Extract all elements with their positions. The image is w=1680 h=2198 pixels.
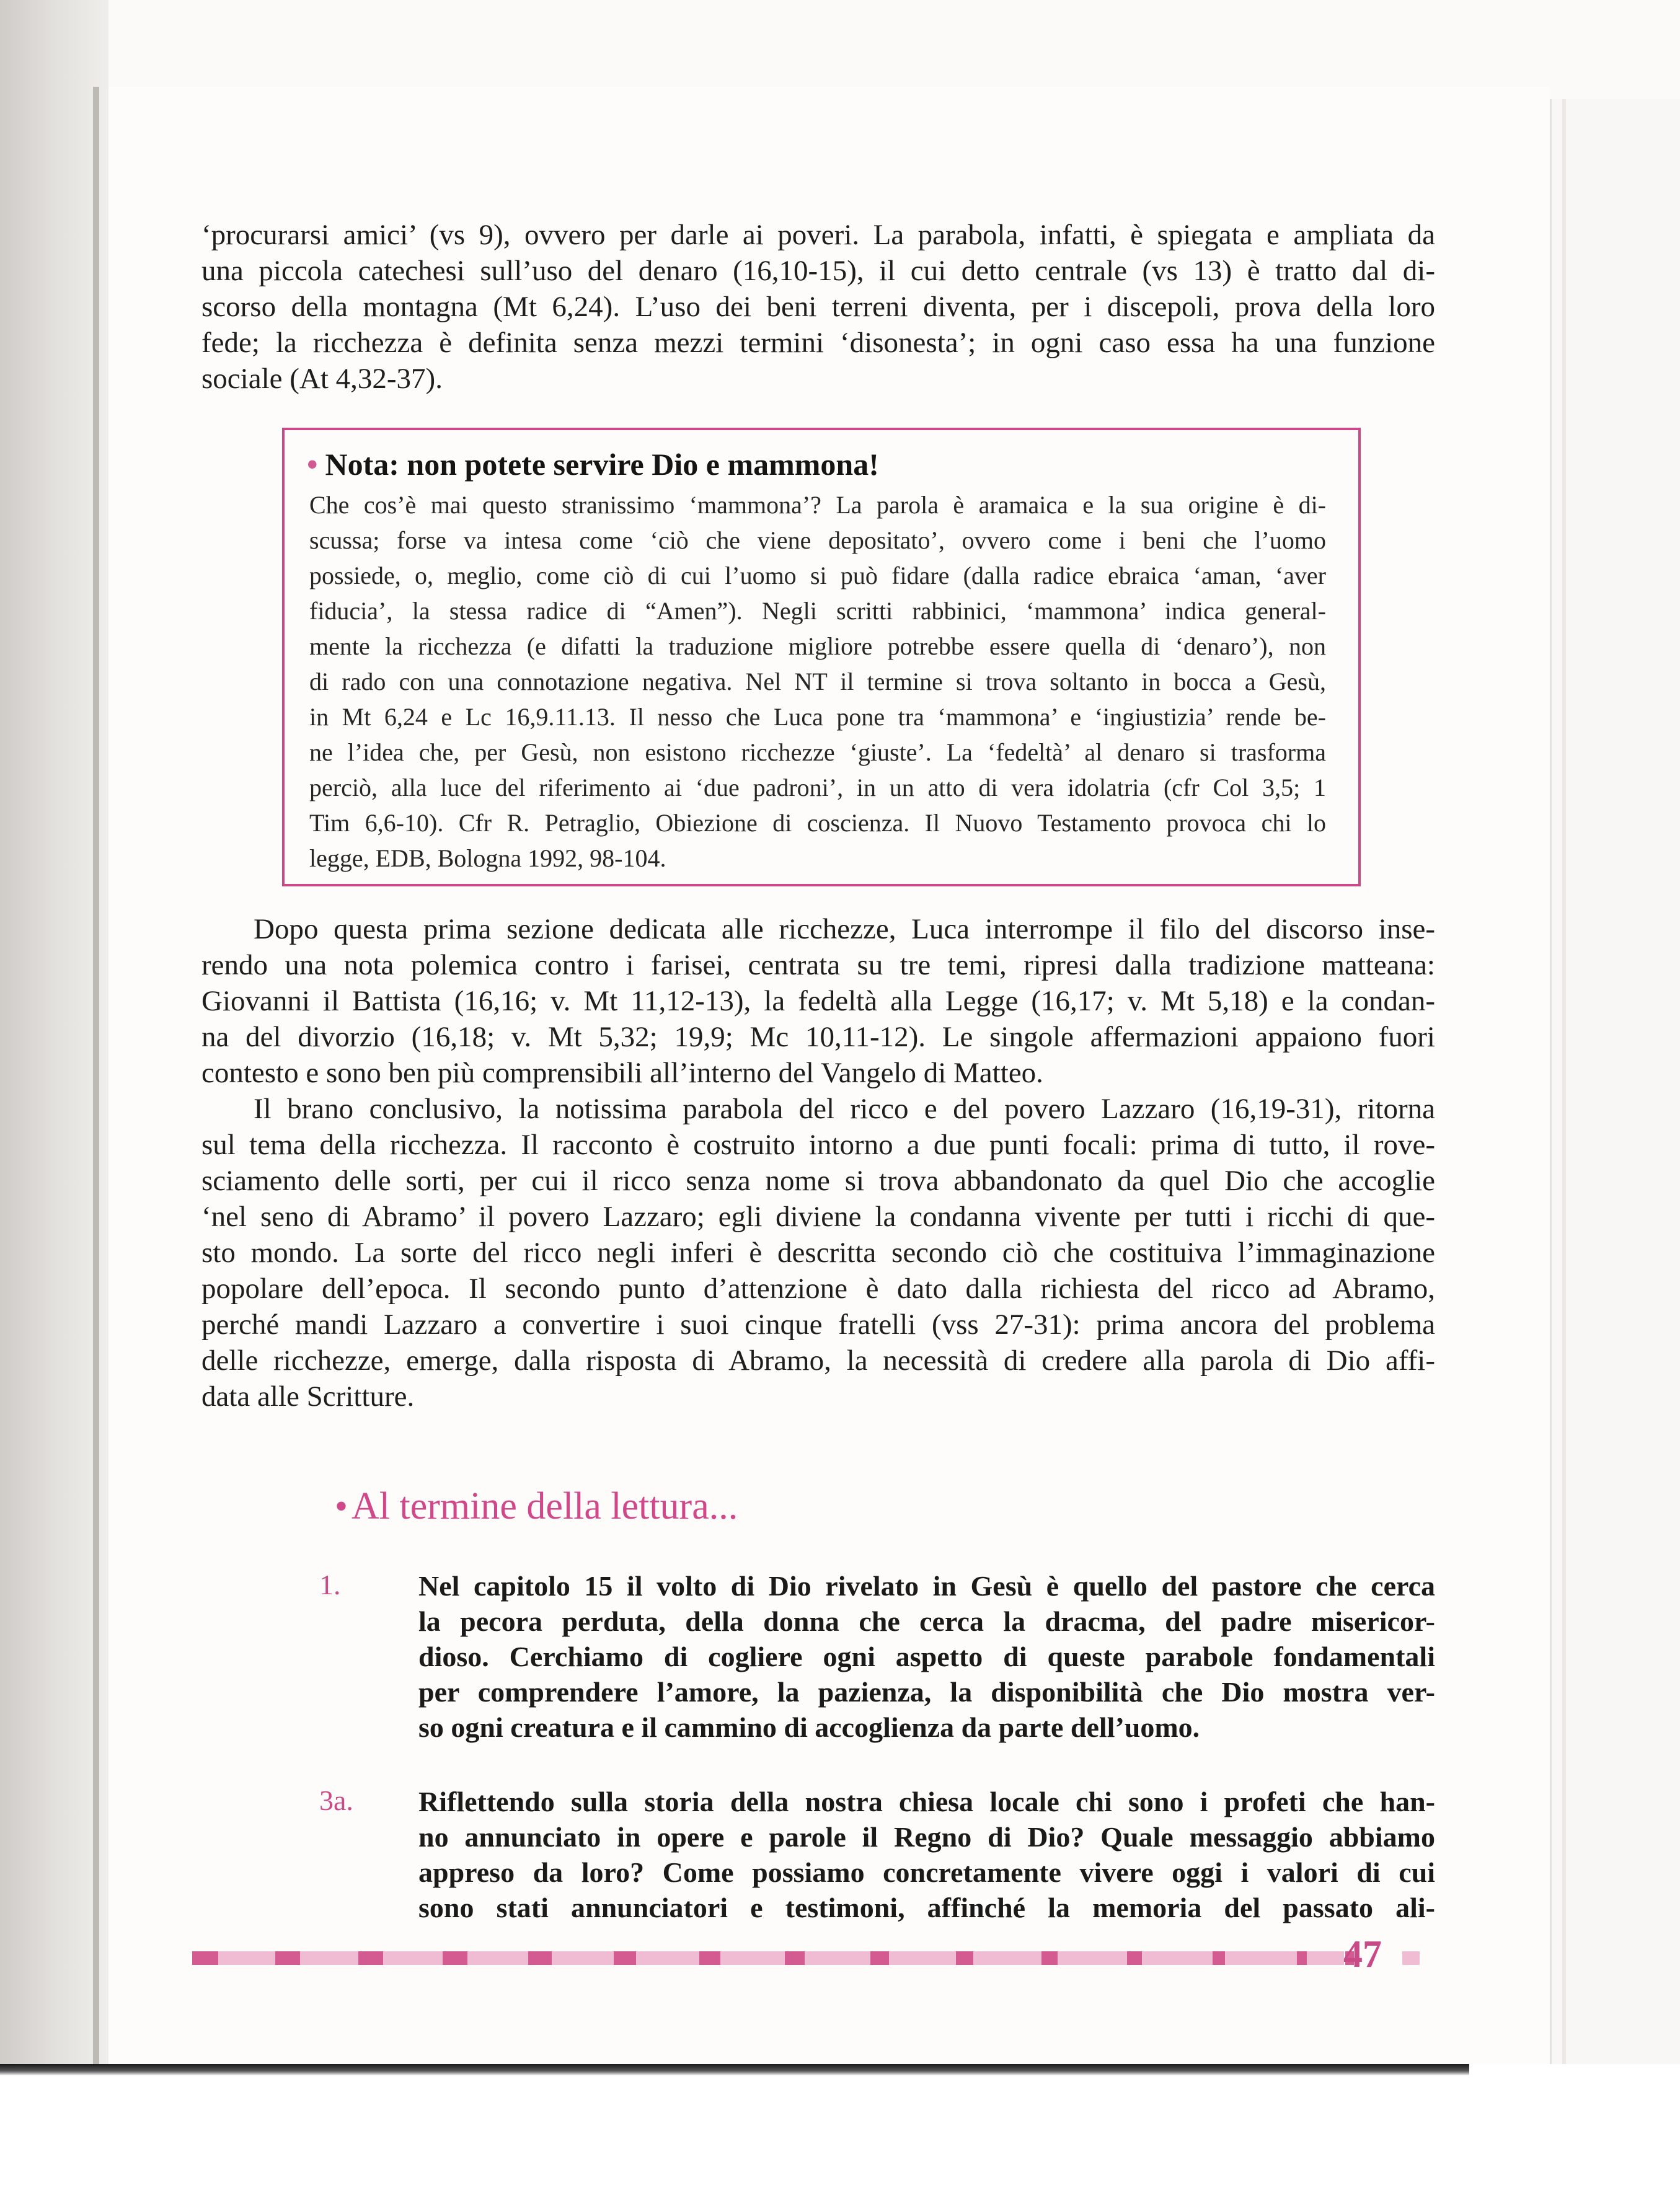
footer-bar-gap — [1402, 1951, 1420, 1965]
footer-bar-gap — [889, 1951, 956, 1965]
paragraph-line: ‘nel seno di Abramo’ il povero Lazzaro; egli diviene la condanna vivente per tutti i ricchi di que- — [201, 1201, 1435, 1233]
paragraph-line: perché mandi Lazzaro a convertire i suoi cinque fratelli (vss 27-31): prima ancora del problema — [201, 1309, 1435, 1341]
question-number: 3a. — [319, 1785, 353, 1816]
note-body — [309, 487, 1326, 876]
footer-bar-segment — [1213, 1951, 1225, 1965]
note-line: fiducia’, la stessa radice di “Amen”). Negli scritti rabbinici, ‘mammona’ indica general- — [309, 597, 1326, 625]
paragraph-line: Il brano conclusivo, la notissima parabola del ricco e del povero Lazzaro (16,19-31), ritorna — [254, 1093, 1435, 1125]
page-number: 47 — [1343, 1933, 1382, 1975]
paragraph-line: popolare dell’epoca. Il secondo punto d’attenzione è dato dalla richiesta del ricco ad Abramo, — [201, 1273, 1435, 1305]
paragraph-line: Giovanni il Battista (16,16; v. Mt 11,12-13), la fedeltà alla Legge (16,17; v. Mt 5,18) e la condan- — [201, 985, 1435, 1017]
scan-background-left — [0, 0, 108, 2198]
footer-bar-gap — [636, 1951, 699, 1965]
footer-bar-segment — [785, 1951, 805, 1965]
footer-bar-segment — [1127, 1951, 1142, 1965]
paragraph-line: sto mondo. La sorte del ricco negli inferi è descritta secondo ciò che costituiva l’immaginazione — [201, 1237, 1435, 1269]
paragraph-line: na del divorzio (16,18; v. Mt 5,32; 19,9; Mc 10,11-12). Le singole affermazioni appaiono fuori — [201, 1021, 1435, 1053]
footer-bar-gap — [973, 1951, 1041, 1965]
intro-line: scorso della montagna (Mt 6,24). L’uso dei beni terreni diventa, per i discepoli, prova della loro — [201, 291, 1435, 323]
paragraph-2 — [201, 911, 1435, 1091]
footer-bar-gap — [805, 1951, 870, 1965]
note-line: Tim 6,6-10). Cfr R. Petraglio, Obiezione di coscienza. Il Nuovo Testamento provoca chi lo — [309, 809, 1326, 837]
paragraph-line: Dopo questa prima sezione dedicata alle ricchezze, Luca interrompe il filo del discorso inse- — [254, 913, 1435, 945]
paragraph-line: sul tema della ricchezza. Il racconto è costruito intorno a due punti focali: prima di tutto, il rove- — [201, 1129, 1435, 1161]
footer-bar-gap — [1307, 1951, 1344, 1965]
intro-line: ‘procurarsi amici’ (vs 9), ovvero per darle ai poveri. La parabola, infatti, è spiegata e ampliata da — [201, 219, 1435, 251]
question-line: so ogni creatura e il cammino di accoglienza da parte dell’uomo. — [418, 1711, 1200, 1743]
footer-bar-gap — [1058, 1951, 1127, 1965]
paragraph-line: data alle Scritture. — [201, 1380, 415, 1413]
footer-bar-segment — [1041, 1951, 1058, 1965]
footer-bar-gap — [218, 1951, 275, 1965]
intro-line: sociale (At 4,32-37). — [201, 363, 443, 395]
scan-background-bottom — [0, 2064, 1680, 2198]
page-edge-right — [1562, 99, 1566, 2064]
note-title-text: Nota: non potete servire Dio e mammona! — [325, 447, 879, 482]
footer-bar-gap — [552, 1951, 614, 1965]
footer-bar-gap — [720, 1951, 785, 1965]
question-line: dioso. Cerchiamo di cogliere ogni aspetto di queste parabole fondamentali — [418, 1641, 1435, 1672]
footer-bar-segment — [192, 1951, 218, 1965]
question-line: Nel capitolo 15 il volto di Dio rivelato in Gesù è quello del pastore che cerca — [418, 1570, 1435, 1602]
footer-decorative-bar — [192, 1951, 1420, 1965]
section-title-text: Al termine della lettura... — [351, 1485, 738, 1527]
question-line: per comprendere l’amore, la pazienza, la disponibilità che Dio mostra ver- — [418, 1676, 1435, 1708]
section-bullet-icon: • — [335, 1486, 348, 1527]
footer-bar-segment — [528, 1951, 552, 1965]
paragraph-line: contesto e sono ben più comprensibili all’interno del Vangelo di Matteo. — [201, 1057, 1043, 1089]
paragraph-line: delle ricchezze, emerge, dalla risposta di Abramo, la necessità di credere alla parola di Dio affi- — [201, 1344, 1435, 1377]
footer-bar-segment — [443, 1951, 467, 1965]
footer-bar-segment — [1297, 1951, 1307, 1965]
note-line: Che cos’è mai questo stranissimo ‘mammona’? La parola è aramaica e la sua origine è di- — [309, 491, 1326, 519]
question-line: no annunciato in opere e parole il Regno di Dio? Quale messaggio abbiamo — [418, 1821, 1435, 1853]
note-line: possiede, o, meglio, come ciò di cui l’uomo si può fidare (dalla radice ebraica ‘aman, ‘aver — [309, 562, 1326, 589]
paragraph-line: rendo una nota polemica contro i farisei, centrata su tre temi, ripresi dalla tradizione matteana: — [201, 949, 1435, 981]
footer-bar-gap — [1225, 1951, 1297, 1965]
intro-paragraph — [201, 217, 1435, 397]
footer-bar-segment — [699, 1951, 720, 1965]
footer-bar-segment — [614, 1951, 636, 1965]
note-line: legge, EDB, Bologna 1992, 98-104. — [309, 844, 666, 872]
paragraph-3 — [201, 1091, 1435, 1415]
note-line: di rado con una connotazione negativa. Nel NT il termine si trova soltanto in bocca a Gesù, — [309, 668, 1326, 695]
note-bullet-icon: • — [307, 447, 318, 482]
intro-line: fede; la ricchezza è definita senza mezzi termini ‘disonesta’; in ogni caso essa ha una funzione — [201, 327, 1435, 359]
question-line: sono stati annunciatori e testimoni, affinché la memoria del passato ali- — [418, 1892, 1435, 1923]
footer-bar-gap — [300, 1951, 358, 1965]
note-line: mente la ricchezza (e difatti la traduzione migliore potrebbe essere quella di ‘denaro’), non — [309, 632, 1326, 660]
question-text — [418, 1568, 1435, 1745]
question-line: appreso da loro? Come possiamo concretamente vivere oggi i valori di cui — [418, 1856, 1435, 1888]
note-box — [282, 428, 1361, 886]
question-line: la pecora perduta, della donna che cerca la dracma, del padre misericor- — [418, 1605, 1435, 1637]
intro-line: una piccola catechesi sull’uso del denaro (16,10-15), il cui detto centrale (vs 13) è tratto dal di- — [201, 255, 1435, 287]
note-line: in Mt 6,24 e Lc 16,9.11.13. Il nesso che Luca pone tra ‘mammona’ e ‘ingiustizia’ rende be- — [309, 703, 1326, 731]
note-title — [307, 446, 879, 482]
footer-bar-segment — [870, 1951, 889, 1965]
footer-bar-segment — [956, 1951, 973, 1965]
footer-bar-segment — [358, 1951, 383, 1965]
page-edge-shadow — [93, 87, 99, 2095]
footer-bar-segment — [275, 1951, 300, 1965]
footer-bar-gap — [467, 1951, 528, 1965]
note-line: perciò, alla luce del riferimento ai ‘due padroni’, in un atto di vera idolatria (cfr Col 3,5; 1 — [309, 774, 1326, 801]
paragraph-line: sciamento delle sorti, per cui il ricco senza nome si trova abbandonato da quel Dio che accoglie — [201, 1165, 1435, 1197]
section-title — [335, 1485, 738, 1529]
note-line: ne l’idea che, per Gesù, non esistono ricchezze ‘giuste’. La ‘fedeltà’ al denaro si trasforma — [309, 738, 1326, 766]
question-number: 1. — [319, 1569, 341, 1600]
footer-bar-gap — [1142, 1951, 1213, 1965]
question-line: Riflettendo sulla storia della nostra chiesa locale chi sono i profeti che han- — [418, 1786, 1435, 1817]
note-line: scussa; forse va intesa come ‘ciò che viene depositato’, ovvero come i beni che l’uomo — [309, 526, 1326, 554]
scan-background-right — [1550, 99, 1680, 2064]
question-text — [418, 1784, 1435, 1925]
page-bottom-shadow — [0, 2064, 1469, 2075]
footer-bar-gap — [383, 1951, 443, 1965]
